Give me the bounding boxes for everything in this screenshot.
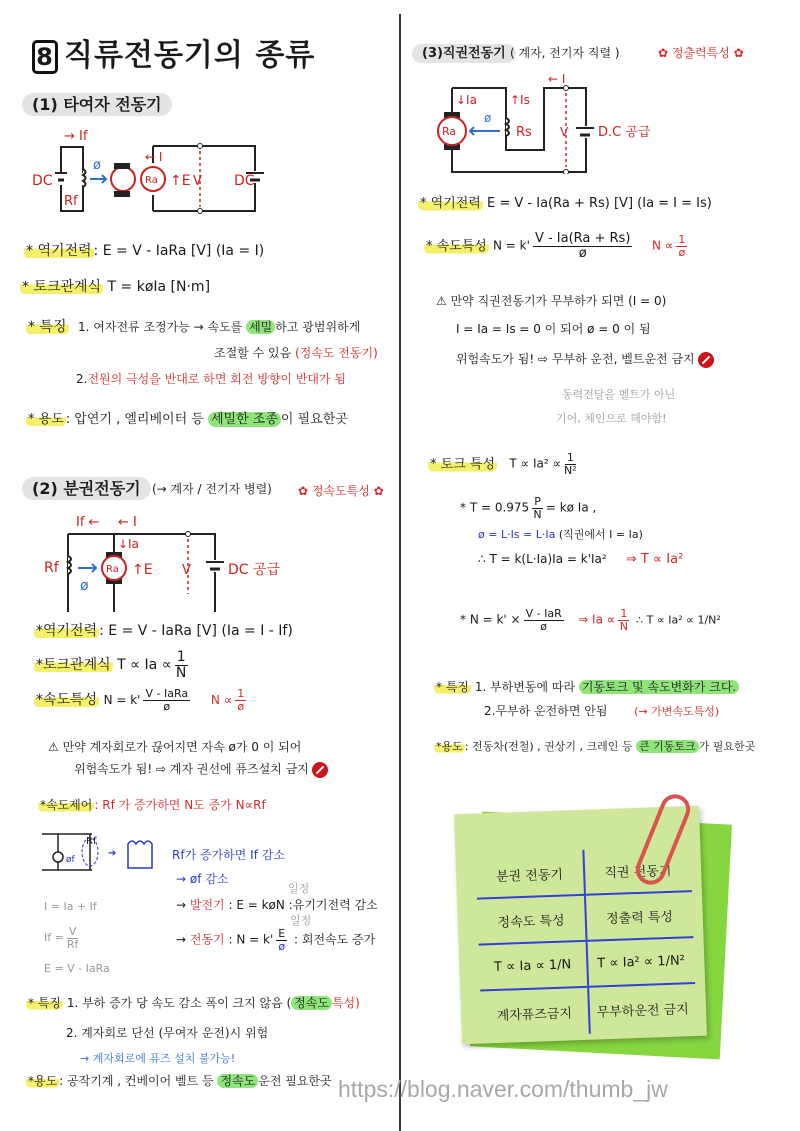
s3-warning-line1: ⚠ 만약 직권전동기가 무부하가 되면 (I = 0) (436, 294, 667, 308)
text: 하고 광범위하게 (275, 320, 361, 334)
text: 2.무부하 운전하면 안됨 (484, 704, 608, 718)
highlight-text: 정속도 (217, 1074, 258, 1088)
section3-characteristic: ✿ 정출력특성 ✿ (658, 46, 744, 60)
torque-formula: T ∝ Ia² ∝ (509, 456, 562, 471)
field-resistance-diagram (40, 830, 170, 900)
text: → (176, 898, 190, 912)
shunt-motor-circuit-diagram (40, 512, 300, 612)
s2-warning-line1: ⚠ 만약 계자회로가 끊어지면 자속 ø가 0 이 되어 (48, 740, 302, 754)
speed-label: *속도특성 (36, 692, 98, 709)
section2-characteristic: ✿ 정속도특성 ✿ (298, 484, 384, 498)
s1-feature1 (78, 318, 360, 335)
text: 이 필요한곳 (280, 412, 348, 427)
text: → (176, 932, 190, 947)
svg-text:Rf: Rf (86, 836, 97, 847)
s2-emf-line (34, 620, 293, 640)
text: * N = k' × (460, 612, 521, 627)
dc-supply-label: DC 공급 (228, 562, 281, 578)
constant-note-2: 일정 (290, 914, 312, 927)
flux-eq: ø = L·Is = L·Ia (478, 528, 556, 541)
torque-label: *토크관계식 (36, 657, 111, 674)
watermark-url: https://blog.naver.com/thumb_jw (338, 1076, 668, 1102)
section3-heading (412, 42, 516, 61)
voltage-label: V (193, 174, 202, 189)
field-resistance-label: Rf (64, 194, 78, 209)
table-cell: 정속도 특성 (477, 896, 587, 944)
table-cell: T ∝ Ia² ∝ 1/N² (597, 952, 686, 971)
constant-speed-note: (정속도 전동기) (295, 346, 378, 360)
table-cell: 분권 전동기 (475, 850, 585, 898)
s2-use-line (26, 1072, 332, 1089)
page-title-text: 직류전동기의 종류 (64, 38, 316, 73)
speed-formula: N = k' (493, 238, 530, 253)
use-label: * 용도 (28, 412, 64, 427)
gray-eq-field-current (44, 926, 81, 950)
emf-formula: : E = V - IaRa [V] (Ia = I) (93, 243, 265, 259)
series-resistance-label: Rs (516, 125, 532, 140)
speed-control-label: *속도제어 (40, 798, 93, 812)
highlight-text: 큰 기동토크 (636, 740, 699, 753)
feature-label-text: * 특징 (28, 319, 67, 335)
section-number-badge: 8 (32, 40, 58, 74)
section2-heading-text: (2) 분권전동기 (22, 477, 151, 500)
column-divider (399, 14, 401, 1131)
text: 전원의 극성을 반대로 하면 회전 방향이 반대가 됨 (87, 372, 346, 386)
feature-label: * 특징 (436, 680, 469, 694)
text: : E = kø (224, 898, 276, 912)
table-row (479, 938, 695, 991)
table-row (477, 892, 693, 945)
text: 위험속도가 됨! ⇨ 계자 권선에 퓨즈설치 금지 (74, 762, 309, 776)
s3-feature1 (434, 678, 739, 695)
s1-torque-line (20, 276, 210, 296)
numerator: V - IaR (525, 607, 562, 620)
emf-label: * 역기전력 (420, 196, 481, 211)
numerator: V - IaRa (145, 687, 189, 700)
torque-formula: T = køIa [N·m] (107, 279, 211, 295)
result: ⇒ T ∝ Ia² (625, 552, 684, 567)
flux-label: ø (80, 578, 89, 594)
s3-warning-line3 (456, 350, 714, 368)
numerator: 1 (678, 233, 686, 247)
text: : 전동차(전철) , 권상기 , 크레인 등 (464, 740, 637, 753)
result: ⇒ Ia ∝ (578, 612, 616, 627)
field-current-label: → If (64, 129, 88, 144)
variable-speed-note: (→ 가변속도특성) (634, 705, 720, 718)
field-resistance-label: Rf (44, 560, 59, 576)
s3-derivation3 (478, 552, 683, 567)
table-cell: T ∝ Ia ∝ 1/N (479, 942, 589, 990)
table-cell: 정출력 특성 (605, 909, 674, 927)
prohibited-icon (698, 352, 714, 368)
dc-source-label: DC (32, 173, 53, 189)
s2-speed-line (34, 688, 249, 712)
gray-note-line1: 동력전달을 벨트가 아닌 (562, 388, 676, 401)
text: : 압연기 , 엘리베이터 등 (65, 412, 208, 427)
emf-formula: : E = V - IaRa [V] (Ia = I - If) (99, 623, 293, 639)
separately-excited-circuit-diagram (30, 125, 270, 220)
s3-derivation2 (478, 526, 643, 542)
section3-heading-text: (3)직권전동기 (412, 44, 516, 63)
proportional-note: N ∝ (210, 693, 233, 708)
emf-label: ↑E (132, 562, 153, 578)
use-label: *용도 (28, 1074, 58, 1088)
s3-torque-line (428, 452, 580, 476)
s3-speed-derivation (460, 608, 721, 632)
highlight-text: 기동토크 및 속도변화가 크다. (579, 680, 739, 694)
s2-feature2: 2. 계자회로 단선 (무여자 운전)시 위험 (66, 1026, 269, 1040)
current-label: ← I (118, 515, 137, 530)
proportional-note: N ∝ (651, 238, 674, 253)
denominator: N (533, 507, 542, 521)
ctrl-step4: → 전동기 : N = k' $\frac{E}{ø}$ : 회전속도 증가 (176, 927, 376, 953)
denominator: N (175, 664, 187, 681)
denominator: N² (564, 463, 577, 477)
text: = kø Ia , (545, 500, 597, 515)
text: ∴ T ∝ Ia² ∝ 1/N² (636, 613, 721, 627)
speed-control-text: : Rf 가 증가하면 N도 증가 N∝Rf (94, 798, 266, 812)
motor-label: 전동기 (189, 932, 225, 947)
text: 운전 필요한곳 (258, 1074, 332, 1088)
s3-warning-line2: I = Ia = Is = 0 이 되어 ø = 0 이 됨 (456, 322, 651, 336)
ctrl-step2: → øf 감소 (176, 872, 229, 886)
text: * T = 0.975 (460, 500, 530, 515)
table-row (480, 984, 696, 1037)
numerator: 1 (176, 649, 186, 665)
dc-source-label-right: DC (234, 173, 255, 189)
section3-subtitle: ( 계자, 전기자 직렬 ) (510, 46, 620, 60)
torque-label: * 토크관계식 (22, 279, 102, 295)
s1-emf-line (24, 240, 264, 260)
section2-heading (22, 476, 151, 499)
s3-emf-line (418, 192, 712, 211)
svg-text:øf: øf (66, 855, 75, 865)
voltage-label: V (182, 563, 191, 578)
emf-formula: E = V - Ia(Ra + Rs) [V] (Ia = I = Is) (487, 196, 712, 211)
denominator: ø (163, 699, 171, 713)
text: 2. (76, 372, 88, 386)
use-label: *용도 (436, 740, 463, 753)
flux-label: ø (93, 158, 101, 173)
generator-label: 발전기 (189, 898, 225, 912)
text: 조절할 수 있음 (214, 346, 292, 360)
section1-heading (22, 92, 172, 115)
speed-formula: N = k' (103, 693, 141, 708)
text: 위험속도가 됨! ⇨ 무부하 운전, 벨트운전 금지 (456, 352, 695, 366)
table-cell: 직권 전동기 (604, 863, 672, 881)
text: (직권에서 I = Ia) (558, 528, 643, 541)
series-current-label: ↑Is (510, 93, 530, 107)
current-label: ← I (548, 74, 566, 86)
highlight-text: 정속도 (291, 996, 332, 1010)
gray-eq-current-sum: I = Ia + If (44, 900, 97, 913)
s1-use-line (26, 408, 348, 427)
numerator: V - Ia(Ra + Rs) (534, 231, 631, 246)
armature-label: Ra (106, 564, 119, 575)
section1-heading-text: (1) 타여자 전동기 (22, 93, 172, 116)
armature-label: Ra (145, 175, 158, 186)
text: 1. 부하 증가 당 속도 감소 폭이 크지 않음 ( (66, 996, 292, 1010)
armature-current-label: ↓Ia (456, 93, 477, 107)
highlight-text: 세밀한 조종 (208, 412, 281, 427)
s3-use-line (434, 738, 755, 754)
text: 가 필요한곳 (698, 740, 756, 753)
s2-speed-control (38, 796, 266, 813)
table-cell: 무부하운전 금지 (596, 1001, 690, 1020)
prohibited-icon (312, 762, 328, 778)
s3-speed-line (424, 232, 690, 260)
armature-current-label: ↓Ia (118, 537, 139, 551)
s3-derivation1 (460, 496, 596, 520)
denominator: ø (237, 699, 245, 713)
emf-label: ↑E (170, 173, 191, 189)
voltage-label: V (560, 125, 569, 139)
numerator: V (68, 925, 77, 938)
emf-label: * 역기전력 (26, 243, 92, 259)
denominator: N (619, 619, 628, 633)
s1-feature2 (76, 370, 346, 387)
series-motor-circuit-diagram (430, 74, 660, 174)
denominator: ø (540, 619, 548, 633)
emf-label: *역기전력 (36, 623, 98, 639)
text: : 회전속도 증가 (290, 932, 376, 947)
numerator: 1 (237, 687, 245, 700)
field-current-label: If ← (76, 515, 100, 530)
denominator: ø (578, 245, 587, 261)
s2-torque-line (34, 650, 191, 680)
text: 특성) (331, 996, 360, 1010)
s2-feature1 (26, 994, 360, 1011)
text: If = (44, 931, 64, 945)
numerator: P (534, 495, 541, 508)
dc-supply-label: D.C 공급 (598, 125, 651, 140)
constant-note: 일정 (288, 882, 310, 895)
gray-note-line2: 기어, 체인으로 해야함! (556, 412, 667, 425)
torque-label: * 토크 특성 (430, 456, 495, 472)
flux-label: ø (484, 111, 492, 125)
current-label: ← I (145, 150, 163, 164)
text: 1. 여자전류 조정가능 → 속도를 (78, 320, 247, 334)
torque-formula: T ∝ Ia ∝ (117, 657, 172, 674)
section2-subtitle: (→ 계자 / 전기자 병렬) (152, 482, 272, 496)
ctrl-step1: Rf가 증가하면 If 감소 (172, 848, 285, 862)
s2-fuse-note: → 계자회로에 퓨즈 설치 불가능! (80, 1052, 236, 1065)
summary-sticky-note (458, 800, 728, 1050)
text: : 공작기계 , 컨베이어 벨트 등 (59, 1074, 218, 1088)
gray-eq-emf: E = V - IaRa (44, 962, 110, 975)
speed-label: * 속도특성 (426, 238, 487, 254)
ctrl-step3 (176, 896, 378, 913)
feature-label: * 특징 (28, 996, 61, 1010)
page-title (32, 30, 315, 74)
text: : N = k' (224, 932, 274, 947)
denominator: Rf (66, 937, 79, 951)
denominator: ø (678, 245, 686, 259)
table-cell: 계자퓨즈금지 (480, 988, 590, 1038)
numerator: 1 (620, 607, 628, 620)
s2-warning-line2 (74, 760, 328, 778)
s1-feature-label (26, 316, 69, 336)
numerator: 1 (566, 451, 574, 464)
highlight-text: 세밀 (246, 320, 275, 334)
text: 1. 부하변동에 따라 (474, 680, 579, 694)
text: N :유기기전력 감소 (275, 898, 378, 912)
text: ∴ T = k(L·Ia)Ia = k'Ia² (478, 552, 607, 566)
armature-label: Ra (442, 125, 457, 138)
svg-text:➔: ➔ (108, 848, 117, 859)
s1-feature1-cont (214, 344, 378, 361)
s3-feature2 (484, 702, 719, 719)
